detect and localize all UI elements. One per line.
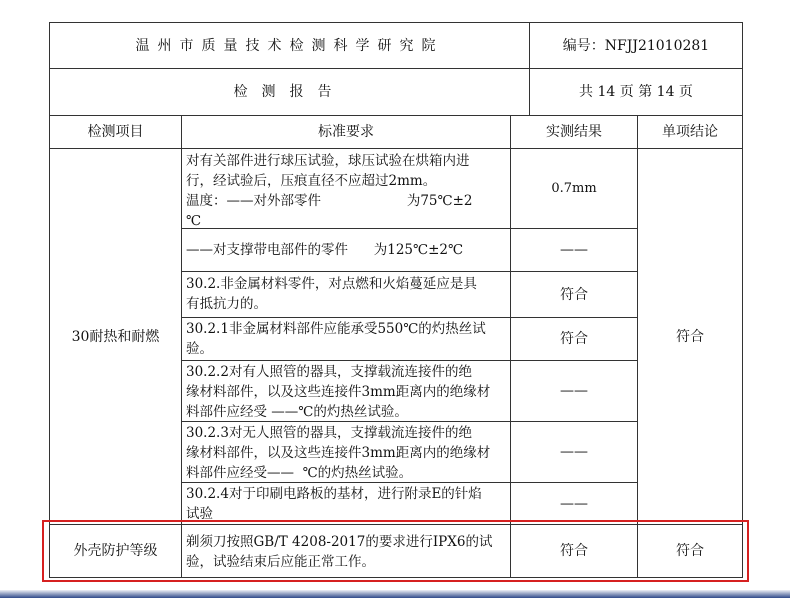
column-header-standard: 标准要求 xyxy=(318,124,374,140)
standard-line: 验。 xyxy=(186,341,213,357)
table-row-result: —— xyxy=(560,495,588,512)
group2-item: 外壳防护等级 xyxy=(73,543,158,559)
column-header-item: 检测项目 xyxy=(87,124,144,140)
table-row-standard xyxy=(182,151,510,231)
group1-conclusion: 符合 xyxy=(676,328,704,345)
standard-line: 30.2.4对于印刷电路板的基材，进行附录E的针焰 xyxy=(186,486,482,502)
table-row-standard xyxy=(182,319,510,359)
column-header-conclusion: 单项结论 xyxy=(662,124,718,140)
table-row-standard xyxy=(182,484,510,524)
group2-result: 符合 xyxy=(560,543,588,559)
standard-line: 缘材料部件，以及这些连接件3mm距离内的绝缘材 xyxy=(186,384,491,400)
table-row-result: 符合 xyxy=(560,331,588,347)
standard-line: 温度：——对外部零件 为75℃±2 xyxy=(186,193,473,209)
standard-line: 试验 xyxy=(186,506,213,522)
table-row-result: —— xyxy=(560,383,588,399)
standard-line: 料部件应经受—— ℃的灼热丝试验。 xyxy=(186,465,413,481)
standard-line: ——对支撑带电部件的零件 为125℃±2℃ xyxy=(186,242,464,258)
table-row-result: 符合 xyxy=(560,286,588,303)
table-row-standard xyxy=(182,229,510,271)
group2-conclusion: 符合 xyxy=(676,543,704,559)
table-row-standard xyxy=(182,423,510,483)
standard-line: 料部件应经受 ——℃的灼热丝试验。 xyxy=(186,404,408,420)
group1-item: 30耐热和耐燃 xyxy=(71,328,160,345)
table-row-result: —— xyxy=(560,444,588,460)
standard-line: ℃ xyxy=(186,213,202,229)
table-row-result: —— xyxy=(560,242,588,258)
standard-line: 行，经试验后，压痕直径不应超过2mm。 xyxy=(186,173,437,189)
table-row-standard xyxy=(182,362,510,422)
highlight-box xyxy=(42,520,749,582)
standard-line: 验，试验结束后应能正常工作。 xyxy=(186,554,375,570)
standard-line: 对有关部件进行球压试验，球压试验在烘箱内进 xyxy=(186,153,470,169)
institute-name: 温州市质量技术检测科学研究院 xyxy=(135,37,444,54)
table-row-standard xyxy=(182,274,510,314)
standard-line: 有抵抗力的。 xyxy=(186,296,267,312)
table-row-result: 0.7mm xyxy=(551,180,597,196)
standard-line: 30.2.2对有人照管的器具，支撑载流连接件的绝 xyxy=(186,364,472,380)
page-info: 共 14 页 第 14 页 xyxy=(579,84,693,100)
report-number: 编号：NFJJ21010281 xyxy=(562,37,710,54)
column-header-result: 实测结果 xyxy=(546,124,602,140)
report-title: 检测报告 xyxy=(233,84,346,100)
standard-line: 30.2.3对无人照管的器具，支撑载流连接件的绝 xyxy=(186,425,472,441)
standard-line: 剃须刀按照GB/T 4208-2017的要求进行IPX6的试 xyxy=(186,534,493,550)
standard-line: 30.2.非金属材料零件，对点燃和火焰蔓延应是具 xyxy=(186,276,477,292)
standard-line: 缘材料部件，以及这些连接件3mm距离内的绝缘材 xyxy=(186,445,491,461)
bottom-bar xyxy=(0,590,790,598)
standard-line: 30.2.1非金属材料部件应能承受550℃的灼热丝试 xyxy=(186,321,486,337)
